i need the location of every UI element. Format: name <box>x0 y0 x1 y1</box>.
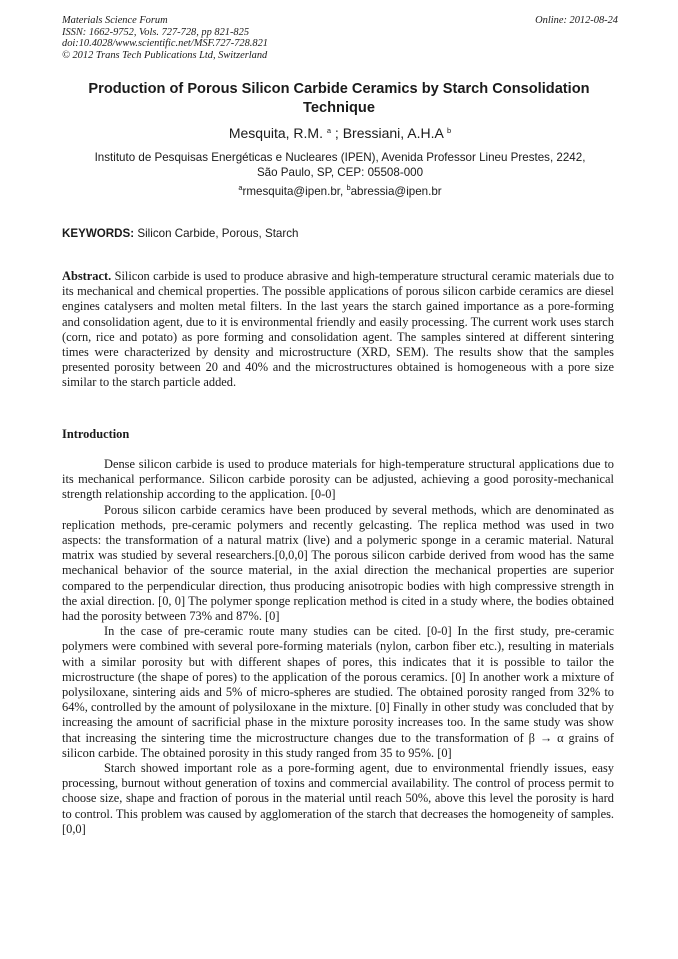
abstract <box>62 269 614 391</box>
journal-name: Materials Science Forum <box>62 15 168 26</box>
author-1-affil-mark: a <box>326 126 332 135</box>
keywords <box>62 226 618 241</box>
author-2-affil-mark: b <box>446 126 452 135</box>
doi-line: doi:10.4028/www.scientific.net/MSF.727-728.821 <box>62 38 268 50</box>
author-separator: ; <box>331 125 343 141</box>
abstract-label: Abstract. <box>62 269 112 283</box>
author-2: Bressiani, A.H.A <box>342 125 444 141</box>
paragraph: Starch showed important role as a pore-forming agent, due to environmental friendly issues, easy processing, burnout without generation of toxins and commercial availability. The control of process permit to choose size, shape and fraction of porous in the material until reach 50%, above this level the porosity is hard to control. This problem was caused by agglomeration of the starch that decreases the homogeneity of samples. [0,0] <box>62 761 614 836</box>
author-line <box>62 125 618 142</box>
introduction-body <box>62 457 614 837</box>
section-heading-introduction: Introduction <box>62 427 130 441</box>
journal-header <box>62 15 618 61</box>
email-1: rmesquita@ipen.br, <box>242 185 347 198</box>
author-1: Mesquita, R.M. <box>228 125 323 141</box>
keywords-text: Silicon Carbide, Porous, Starch <box>134 227 299 240</box>
affiliation <box>62 150 618 180</box>
email-2: abressia@ipen.br <box>350 185 442 198</box>
issn-line: ISSN: 1662-9752, Vols. 727-728, pp 821-825 <box>62 26 250 38</box>
paragraph: Porous silicon carbide ceramics have been produced by several methods, which are denominated as replication methods, pre-ceramic polymers and recently gelcasting. The replica method was used in two aspects: the transformation of a natural matrix (live) and a polymeric sponge in a ceramic material. Natural matrix was studied by several researchers.[0,0,0] The porous silicon carbide derived from wood has the same mechanical behavior of the source material, in the axial direction the mechanical properties are superior compared to the perpendicular direction, thus producing anisotropic bodies with high compressive strength in the axial direction. [0, 0] The polymer sponge replication method is cited in a study where, the bodies obtained had the porosity between 73% and 87%. [0] <box>62 502 614 624</box>
online-date: Online: 2012-08-24 <box>535 15 618 26</box>
email-line <box>62 184 618 199</box>
copyright-line: © 2012 Trans Tech Publications Ltd, Switzerland <box>62 49 268 61</box>
paragraph: In the case of pre-ceramic route many studies can be cited. [0-0] In the first study, pre-ceramic polymers were combined with several pore-forming materials (nylon, carbon fiber etc.), resulting in materials with a similar porosity but with different shapes of pores, this indicates that it is possible to tailor the microstructure (the shape of pores) to the application of the porous ceramics. [0] In another work a mixture of polysiloxane, sintering aids and 5% of micro-spheres are studied. The obtained porosity ranged from 32% to 64%, controlled by the amount of polysiloxane in the mixture. [0] Finally in other study was concluded that by increasing the amount of sacrificial phase in the mixture porosity increases too. In the same study was show that increasing the sintering time the microstructure changes due to the transformation of β → α grains of silicon carbide. The obtained porosity in this study ranged from 35 to 95%. [0] <box>62 624 614 760</box>
paper-title: Production of Porous Silicon Carbide Ceramics by Starch Consolidation Technique <box>88 81 590 116</box>
affiliation-line-2: São Paulo, SP, CEP: 05508-000 <box>256 166 424 179</box>
email-2-mark: b <box>346 183 351 192</box>
email-1-mark: a <box>238 183 243 192</box>
keywords-label: KEYWORDS: <box>62 227 135 240</box>
affiliation-line-1: Instituto de Pesquisas Energéticas e Nucleares (IPEN), Avenida Professor Lineu Prestes, 2242, <box>94 151 586 164</box>
paragraph: Dense silicon carbide is used to produce materials for high-temperature structural applications due to its mechanical performance. Silicon carbide porosity can be adjusted, achieving a good porosity-mechanical strength relationship according to the application. [0-0] <box>62 457 614 502</box>
abstract-text: Silicon carbide is used to produce abrasive and high-temperature structural ceramic materials due to its mechanical and chemical properties. The possible applications of porous silicon carbide ceramics are diesel engines catalysers and molten metal filters. In the last years the starch gained importance as a pore-forming and consolidation agent, due to it is environmental friendly and easily processing. The current work uses starch (corn, rice and potato) as pore forming and consolidation agent. The samples sintered at different sintering times were characterized by density and microstructure (XRD, SEM). The results show that the samples presented porosity between 20 and 40% and the microstructures obtained is homogeneous with a pore size similar to the starch particle added. <box>62 269 614 390</box>
